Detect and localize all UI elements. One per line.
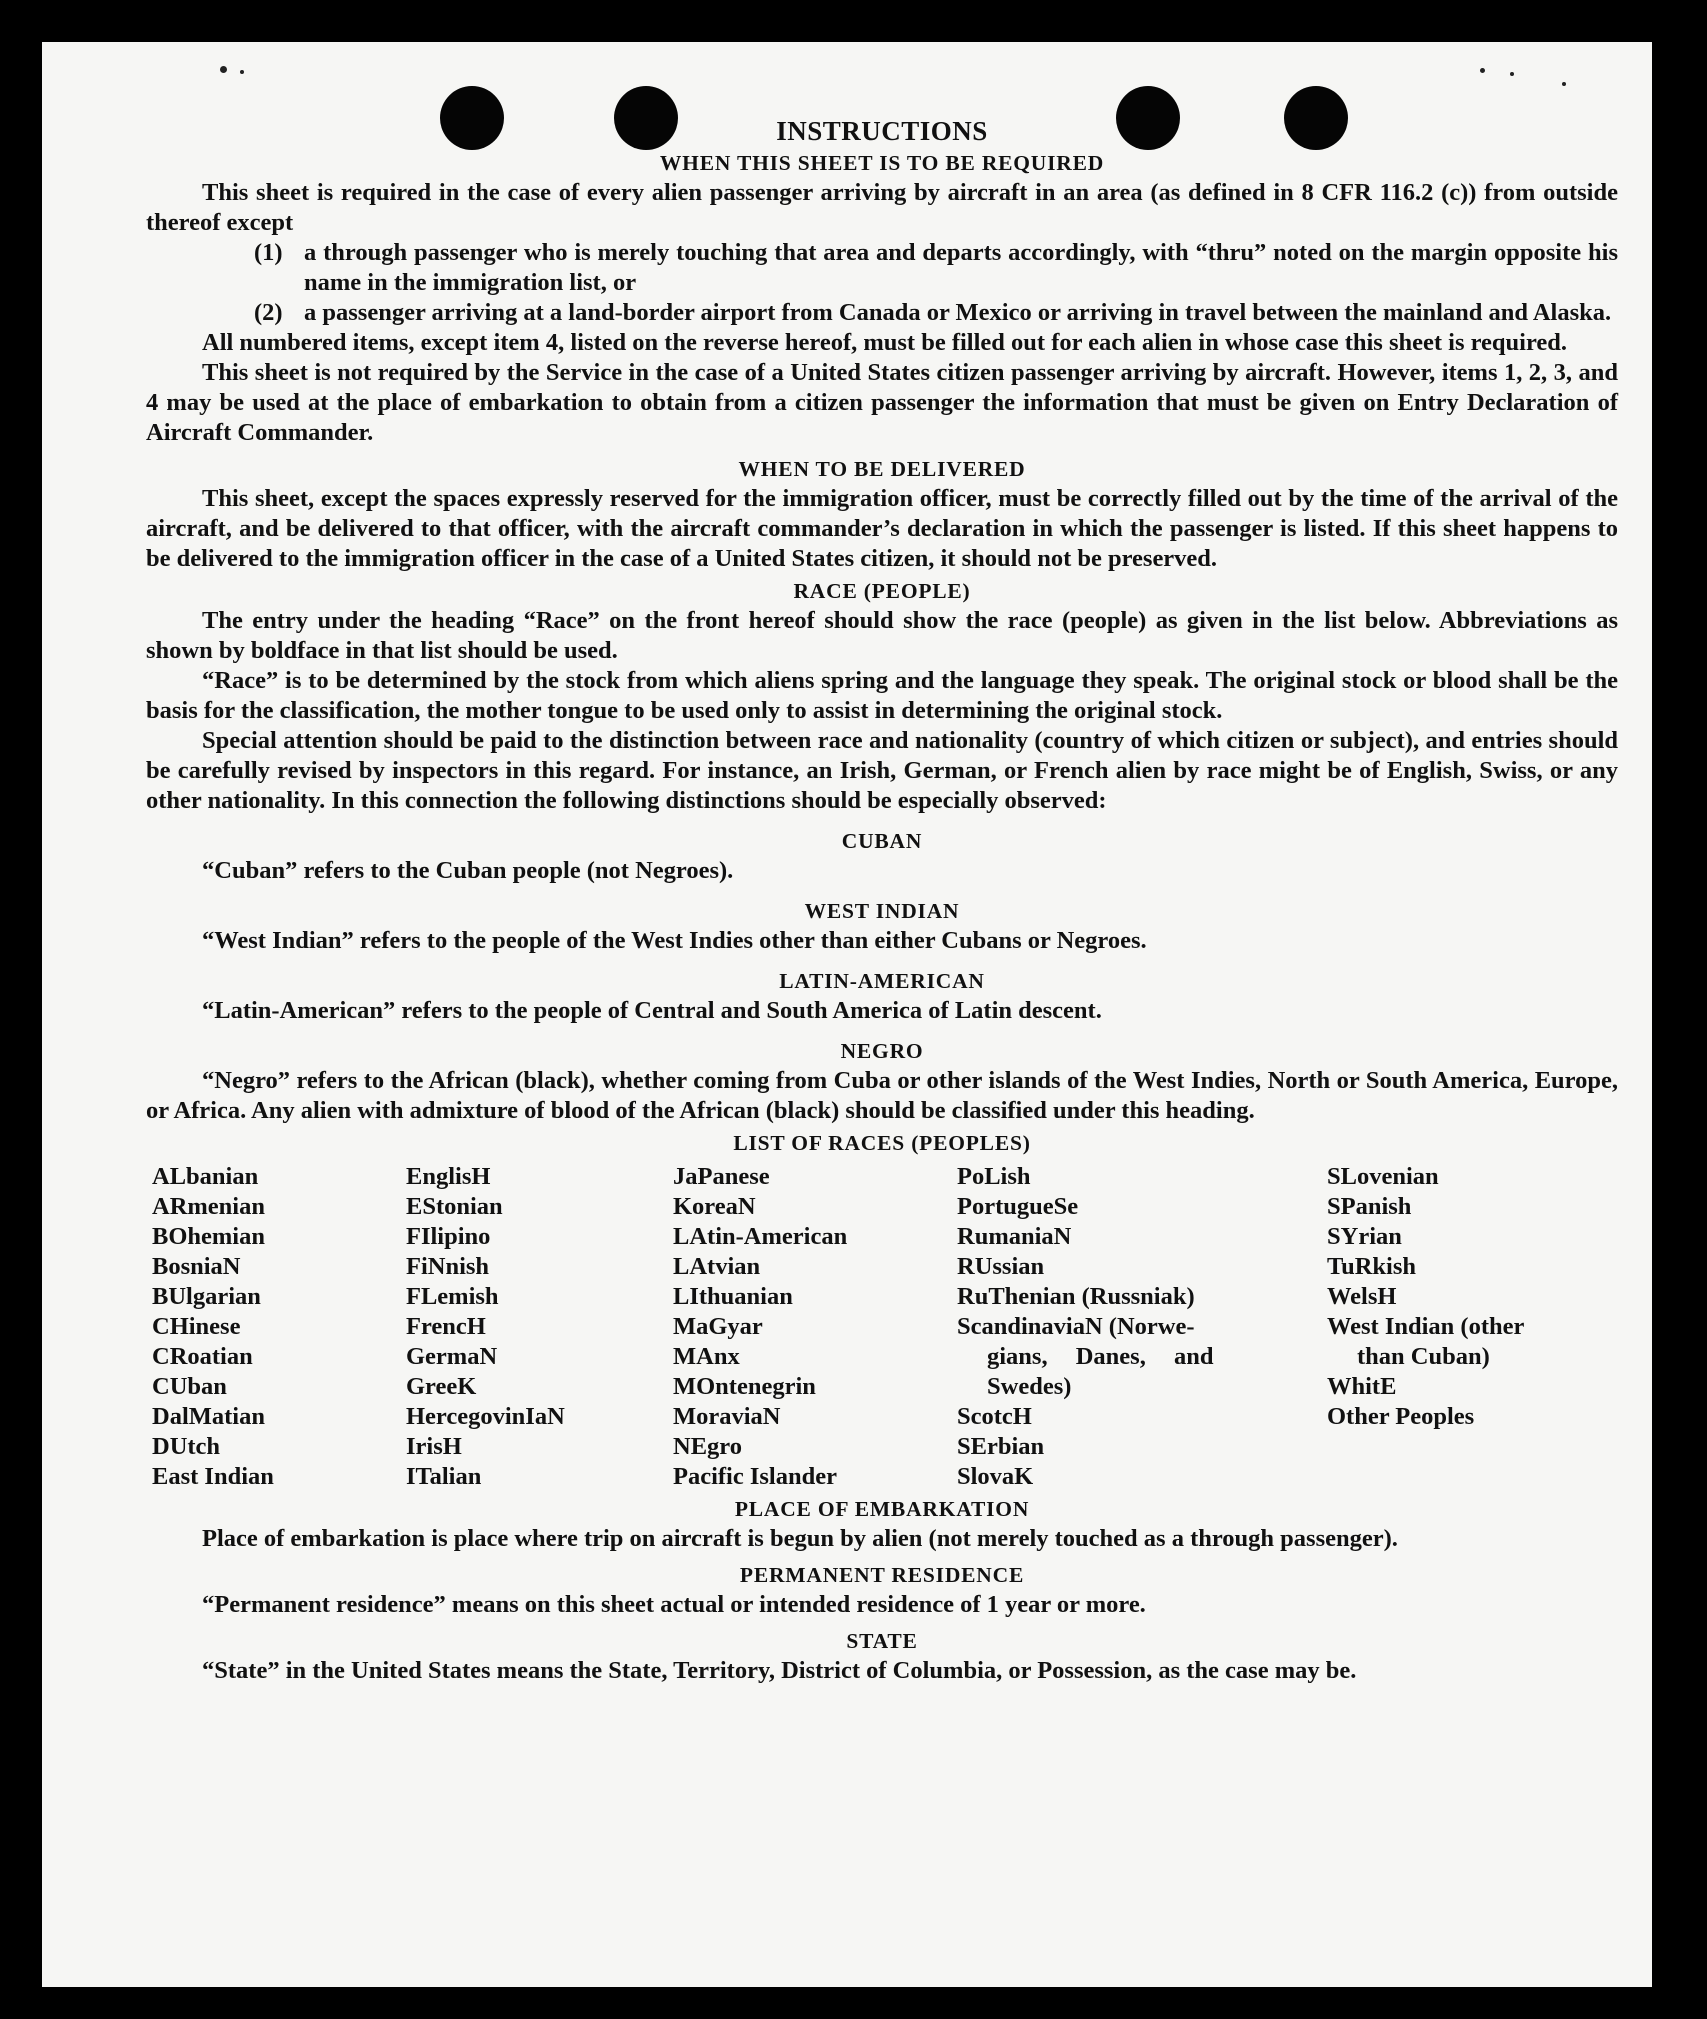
section-heading-when-required: WHEN THIS SHEET IS TO BE REQUIRED	[659, 151, 1105, 175]
section-heading-permanent-residence: PERMANENT RESIDENCE	[739, 1563, 1025, 1587]
race-entry: MOntenegrin	[673, 1373, 816, 1400]
section-heading-west-indian: WEST INDIAN	[804, 899, 960, 923]
race-entry: ALbanian	[152, 1163, 259, 1190]
citizen-paragraph: This sheet is not required by the Service in the case of a United States citizen passenger arriving by aircraft. However, items 1, 2, 3, and 4 may be used at the place of embarkation to obtain from a citizen passenger the information that must be given on Entry Declaration of Aircraft Commander.	[146, 359, 1618, 446]
section-heading-latin-american: LATIN-AMERICAN	[779, 969, 985, 993]
race-entry-continuation: Swedes)	[987, 1373, 1072, 1400]
race-entry: WelsH	[1327, 1283, 1397, 1310]
race-entry: West Indian (other	[1327, 1313, 1525, 1340]
race-entry: Pacific Islander	[673, 1463, 837, 1490]
race-entry: SPanish	[1327, 1193, 1412, 1220]
exception-item-1	[146, 238, 1618, 298]
section-heading-race: RACE (PEOPLE)	[793, 579, 971, 603]
race-entry: CHinese	[152, 1313, 241, 1340]
race-entry: LAtvian	[673, 1253, 761, 1280]
exception-number: (2)	[254, 299, 283, 326]
embarkation-paragraph: Place of embarkation is place where trip on aircraft is begun by alien (not merely touched as a through passenger).	[202, 1525, 1398, 1552]
section-heading-when-delivered: WHEN TO BE DELIVERED	[738, 457, 1026, 481]
races-column	[957, 1162, 1327, 1492]
race-entry: MaGyar	[673, 1313, 763, 1340]
race-entry: LAtin-American	[673, 1223, 848, 1250]
exception-item-2	[146, 298, 1618, 328]
negro-paragraph: “Negro” refers to the African (black), whether coming from Cuba or other islands of the West Indies, North or South America, Europe, or Africa. Any alien with admixture of blood of the African (black) should be classified under this heading.	[146, 1067, 1618, 1124]
races-column	[673, 1162, 957, 1492]
section-heading-list-of-races: LIST OF RACES (PEOPLES)	[733, 1131, 1031, 1155]
ink-speck	[220, 66, 227, 73]
race-entry: GreeK	[406, 1373, 477, 1400]
race-entry: TuRkish	[1327, 1253, 1417, 1280]
race-entry: SlovaK	[957, 1463, 1034, 1490]
race-entry: CUban	[152, 1373, 227, 1400]
race-entry: PoLish	[957, 1163, 1031, 1190]
race-entry: EStonian	[406, 1193, 503, 1220]
race-entry: FrencH	[406, 1313, 486, 1340]
race-entry: SErbian	[957, 1433, 1045, 1460]
delivery-paragraph: This sheet, except the spaces expressly reserved for the immigration officer, must be correctly filled out by the time of the arrival of the aircraft, and be delivered to that officer, with the aircraft commander’s declaration in which the passenger is listed. If this sheet happens to be delivered to the immigration officer in the case of a United States citizen, it should not be preserved.	[146, 485, 1618, 572]
cuban-paragraph: “Cuban” refers to the Cuban people (not Negroes).	[202, 857, 734, 884]
when-required-intro: This sheet is required in the case of every alien passenger arriving by aircraft in an area (as defined in 8 CFR 116.2 (c)) from outside thereof except	[146, 179, 1618, 236]
race-entry: RuThenian (Russniak)	[957, 1283, 1195, 1310]
west-indian-paragraph: “West Indian” refers to the people of the West Indies other than either Cubans or Negroes.	[202, 927, 1147, 954]
race-entry: FIlipino	[406, 1223, 491, 1250]
ink-speck	[1562, 82, 1566, 86]
race-entry: RumaniaN	[957, 1223, 1072, 1250]
race-paragraph-3: Special attention should be paid to the distinction between race and nationality (country of which citizen or subject), and entries should be carefully revised by inspectors in this regard. For instance, an Irish, German, or French alien by race might be of English, Swiss, or any other nationality. In this connection the following distinctions should be especially observed:	[146, 727, 1618, 814]
race-entry: MoraviaN	[673, 1403, 781, 1430]
race-entry: ARmenian	[152, 1193, 265, 1220]
race-entry: JaPanese	[673, 1163, 770, 1190]
race-entry: BosniaN	[152, 1253, 241, 1280]
race-entry: LIthuanian	[673, 1283, 793, 1310]
races-list	[146, 1162, 1618, 1492]
race-entry-continuation: than Cuban)	[1357, 1343, 1490, 1370]
race-entry: FLemish	[406, 1283, 499, 1310]
race-entry: ScotcH	[957, 1403, 1032, 1430]
race-entry: KoreaN	[673, 1193, 756, 1220]
race-entry: Other Peoples	[1327, 1403, 1475, 1430]
ink-speck	[1480, 68, 1485, 73]
race-entry: BUlgarian	[152, 1283, 261, 1310]
section-heading-negro: NEGRO	[840, 1039, 924, 1063]
race-entry: DUtch	[152, 1433, 221, 1460]
race-paragraph-2: “Race” is to be determined by the stock from which aliens spring and the language they speak. The original stock or blood shall be the basis for the classification, the mother tongue to be used only to assist in determining the original stock.	[146, 667, 1618, 724]
race-entry: FiNnish	[406, 1253, 490, 1280]
race-entry: East Indian	[152, 1463, 274, 1490]
races-column	[1327, 1162, 1582, 1492]
race-entry: EnglisH	[406, 1163, 491, 1190]
document-sheet	[42, 42, 1652, 1987]
ink-speck	[240, 70, 244, 74]
race-entry: ITalian	[406, 1463, 482, 1490]
numbered-items-paragraph: All numbered items, except item 4, listed on the reverse hereof, must be filled out for each alien in whose case this sheet is required.	[202, 329, 1568, 356]
race-entry: WhitE	[1327, 1373, 1397, 1400]
race-entry: IrisH	[406, 1433, 462, 1460]
state-paragraph: “State” in the United States means the State, Territory, District of Columbia, or Possession, as the case may be.	[202, 1657, 1357, 1684]
races-column	[406, 1162, 673, 1492]
ink-speck	[1510, 72, 1514, 76]
race-entry: GermaN	[406, 1343, 498, 1370]
exception-text: a through passenger who is merely touching that area and departs accordingly, with “thru” noted on the margin opposite his name in the immigration list, or	[304, 239, 1618, 296]
race-entry: CRoatian	[152, 1343, 253, 1370]
race-entry: NEgro	[673, 1433, 742, 1460]
race-entry: RUssian	[957, 1253, 1045, 1280]
section-heading-cuban: CUBAN	[841, 829, 923, 853]
exception-number: (1)	[254, 239, 283, 266]
latin-american-paragraph: “Latin-American” refers to the people of Central and South America of Latin descent.	[202, 997, 1102, 1024]
race-entry: PortugueSe	[957, 1193, 1079, 1220]
race-entry: BOhemian	[152, 1223, 265, 1250]
page-title: INSTRUCTIONS	[776, 116, 988, 146]
race-entry: MAnx	[673, 1343, 740, 1370]
exception-text: a passenger arriving at a land-border airport from Canada or Mexico or arriving in travel between the mainland and Alaska.	[304, 299, 1612, 326]
section-heading-state: STATE	[846, 1629, 918, 1653]
race-entry-continuation: gians, Danes, and	[987, 1343, 1214, 1370]
residence-paragraph: “Permanent residence” means on this sheet actual or intended residence of 1 year or more.	[202, 1591, 1146, 1618]
instructions-body	[146, 116, 1618, 1686]
races-column	[146, 1162, 406, 1492]
race-entry: ScandinaviaN (Norwe-	[957, 1313, 1195, 1340]
race-entry: DalMatian	[152, 1403, 265, 1430]
race-entry: SLovenian	[1327, 1163, 1439, 1190]
race-paragraph-1: The entry under the heading “Race” on the front hereof should show the race (people) as given in the list below. Abbreviations as shown by boldface in that list should be used.	[146, 607, 1618, 664]
section-heading-embarkation: PLACE OF EMBARKATION	[734, 1497, 1030, 1521]
race-entry: HercegovinIaN	[406, 1403, 565, 1430]
race-entry: SYrian	[1327, 1223, 1402, 1250]
